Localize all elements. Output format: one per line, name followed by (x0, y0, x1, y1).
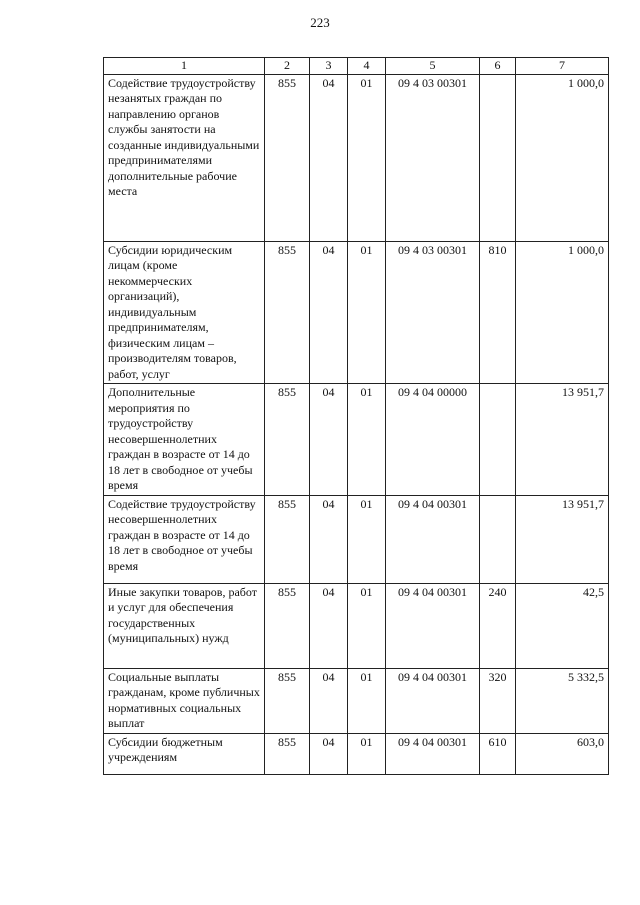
table-row (104, 668, 609, 733)
column-header: 2 (265, 58, 310, 75)
item-name: Содействие трудоустройству незанятых граждан по направлению органов службы занятости на созданные индивидуальными предпринимателями дополнительные рабочие места (104, 74, 265, 241)
item-name: Субсидии бюджетным учреждениям (104, 733, 265, 774)
item-name: Содействие трудоустройству несовершеннолетних граждан в возрасте от 14 до 18 лет в свободное от учебы время (104, 495, 265, 583)
expense-type-code: 320 (480, 668, 516, 733)
table-row (104, 241, 609, 384)
ministry-code: 855 (265, 733, 310, 774)
target-article-code: 09 4 04 00301 (386, 495, 480, 583)
ministry-code: 855 (265, 241, 310, 384)
table-row (104, 733, 609, 774)
ministry-code: 855 (265, 74, 310, 241)
amount: 5 332,5 (516, 668, 609, 733)
subsection-code: 01 (348, 668, 386, 733)
expense-type-code: 810 (480, 241, 516, 384)
column-header: 7 (516, 58, 609, 75)
expense-type-code (480, 495, 516, 583)
item-name: Субсидии юридическим лицам (кроме некоммерческих организаций), индивидуальным предпринимателям, физическим лицам – производителям товаров, работ, услуг (104, 241, 265, 384)
item-name: Социальные выплаты гражданам, кроме публичных нормативных социальных выплат (104, 668, 265, 733)
section-code: 04 (310, 733, 348, 774)
item-name: Иные закупки товаров, работ и услуг для обеспечения государственных (муниципальных) нужд (104, 583, 265, 668)
ministry-code: 855 (265, 495, 310, 583)
amount: 1 000,0 (516, 74, 609, 241)
subsection-code: 01 (348, 241, 386, 384)
subsection-code: 01 (348, 74, 386, 241)
target-article-code: 09 4 03 00301 (386, 74, 480, 241)
column-header: 5 (386, 58, 480, 75)
amount: 13 951,7 (516, 495, 609, 583)
table-row (104, 384, 609, 496)
target-article-code: 09 4 04 00301 (386, 668, 480, 733)
expense-type-code: 610 (480, 733, 516, 774)
page-number: 223 (310, 15, 330, 30)
amount: 13 951,7 (516, 384, 609, 496)
target-article-code: 09 4 04 00000 (386, 384, 480, 496)
column-header: 6 (480, 58, 516, 75)
target-article-code: 09 4 04 00301 (386, 583, 480, 668)
expense-type-code: 240 (480, 583, 516, 668)
column-header: 1 (104, 58, 265, 75)
table-row (104, 583, 609, 668)
amount: 1 000,0 (516, 241, 609, 384)
budget-table (103, 57, 609, 775)
column-header: 3 (310, 58, 348, 75)
expense-type-code (480, 74, 516, 241)
subsection-code: 01 (348, 495, 386, 583)
ministry-code: 855 (265, 583, 310, 668)
amount: 42,5 (516, 583, 609, 668)
section-code: 04 (310, 74, 348, 241)
target-article-code: 09 4 04 00301 (386, 733, 480, 774)
subsection-code: 01 (348, 733, 386, 774)
section-code: 04 (310, 668, 348, 733)
table-row (104, 74, 609, 241)
section-code: 04 (310, 583, 348, 668)
ministry-code: 855 (265, 384, 310, 496)
target-article-code: 09 4 03 00301 (386, 241, 480, 384)
section-code: 04 (310, 241, 348, 384)
amount: 603,0 (516, 733, 609, 774)
section-code: 04 (310, 384, 348, 496)
subsection-code: 01 (348, 583, 386, 668)
table-row (104, 495, 609, 583)
column-number-row (104, 58, 609, 75)
item-name: Дополнительные мероприятия по трудоустройству несовершеннолетних граждан в возрасте от 14 до 18 лет в свободное от учебы время (104, 384, 265, 496)
ministry-code: 855 (265, 668, 310, 733)
column-header: 4 (348, 58, 386, 75)
expense-type-code (480, 384, 516, 496)
subsection-code: 01 (348, 384, 386, 496)
section-code: 04 (310, 495, 348, 583)
